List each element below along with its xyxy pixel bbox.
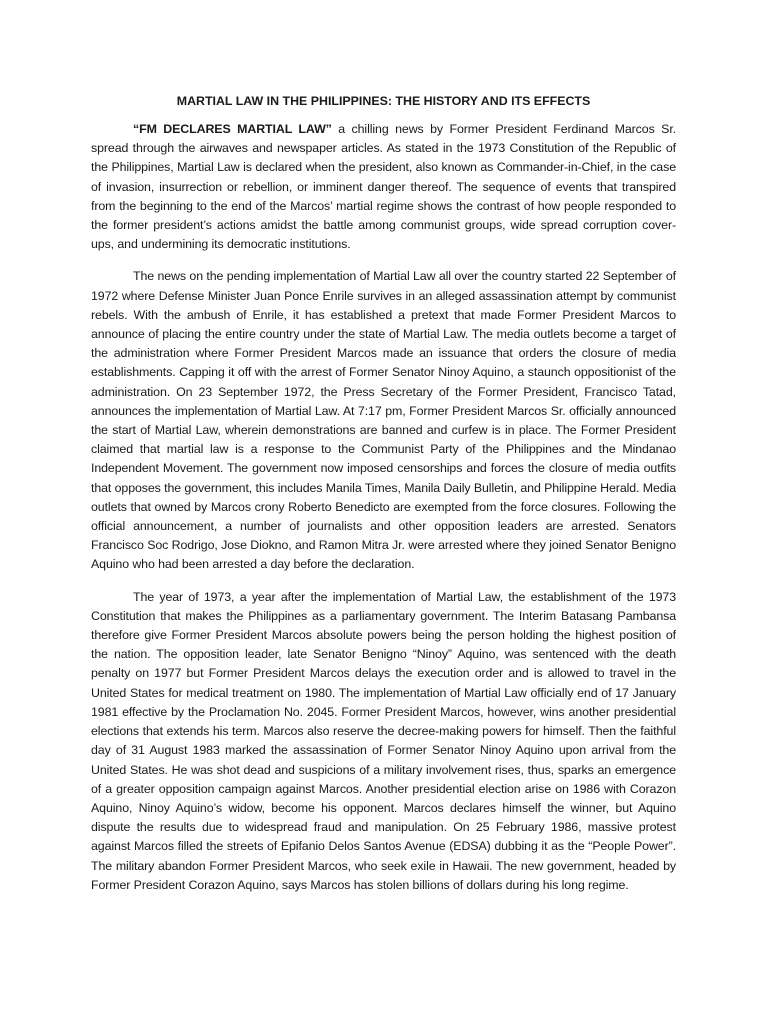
paragraph-2: The news on the pending implementation of Martial Law all over the country started 22 September of 1972 where Defense Minister Juan Ponce Enrile survives in an alleged assassination attempt by communist rebels. With the ambush of Enrile, it has established a pretext that made Former President Marcos to announce of placing the entire country under the state of Martial Law. The media outlets become a target of the administration where Former President Marcos made an issuance that orders the closure of media establishments. Capping it off with the arrest of Former Senator Ninoy Aquino, a staunch oppositionist of the administration. On 23 September 1972, the Press Secretary of the Former President, Francisco Tatad, announces the implementation of Martial Law. At 7:17 pm, Former President Marcos Sr. officially announced the start of Martial Law, wherein demonstrations are banned and curfew is in place. The Former President claimed that martial law is a response to the Communist Party of the Philippines and the Mindanao Independent Movement. The government now imposed censorships and forces the closure of media outfits that opposes the government, this includes Manila Times, Manila Daily Bulletin, and Philippine Herald. Media outlets that owned by Marcos crony Roberto Benedicto are exempted from the force closures. Following the official announcement, a number of journalists and other opposition leaders are arrested. Senators Francisco Soc Rodrigo, Jose Diokno, and Ramon Mitra Jr. were arrested where they joined Senator Benigno Aquino who had been arrested a day before the declaration. <box>91 269 676 572</box>
document-title: MARTIAL LAW IN THE PHILIPPINES: THE HISTORY AND ITS EFFECTS <box>176 94 591 108</box>
paragraph-1 <box>91 120 676 254</box>
document-body <box>91 92 676 908</box>
paragraph-1-lead: “FM DECLARES MARTIAL LAW” <box>133 122 332 136</box>
paragraph-3: The year of 1973, a year after the implementation of Martial Law, the establishment of the 1973 Constitution that makes the Philippines as a parliamentary government. The Interim Batasang Pambansa therefore give Former President Marcos absolute powers being the person holding the highest position of the nation. The opposition leader, late Senator Benigno “Ninoy” Aquino, was sentenced with the death penalty on 1977 but Former President Marcos delays the execution order and is allowed to travel in the United States for medical treatment on 1980. The implementation of Martial Law officially end of 17 January 1981 effective by the Proclamation No. 2045. Former President Marcos, however, wins another presidential elections that extends his term. Marcos also reserve the decree-making powers for himself. Then the faithful day of 31 August 1983 marked the assassination of Former Senator Ninoy Aquino upon arrival from the United States. He was shot dead and suspicions of a military involvement rises, thus, sparks an emergence of a greater opposition campaign against Marcos. Another presidential election arise on 1986 with Corazon Aquino, Ninoy Aquino’s widow, become his opponent. Marcos declares himself the winner, but Aquino dispute the results due to widespread fraud and manipulation. On 25 February 1986, massive protest against Marcos filled the streets of Epifanio Delos Santos Avenue (EDSA) dubbing it as the “People Power”. The military abandon Former President Marcos, who seek exile in Hawaii. The new government, headed by Former President Corazon Aquino, says Marcos has stolen billions of dollars during his long regime. <box>91 589 676 892</box>
paragraph-1-text: a chilling news by Former President Ferdinand Marcos Sr. spread through the airwaves and newspaper articles. As stated in the 1973 Constitution of the Republic of the Philippines, Martial Law is declared when the president, also known as Commander-in-Chief, in the case of invasion, insurrection or rebellion, or imminent danger thereof. The sequence of events that transpired from the beginning to the end of the Marcos’ martial regime shows the contrast of how people responded to the former president’s actions amidst the battle among communist groups, wide spread corruption cover-ups, and undermining its democratic institutions. <box>91 122 677 252</box>
